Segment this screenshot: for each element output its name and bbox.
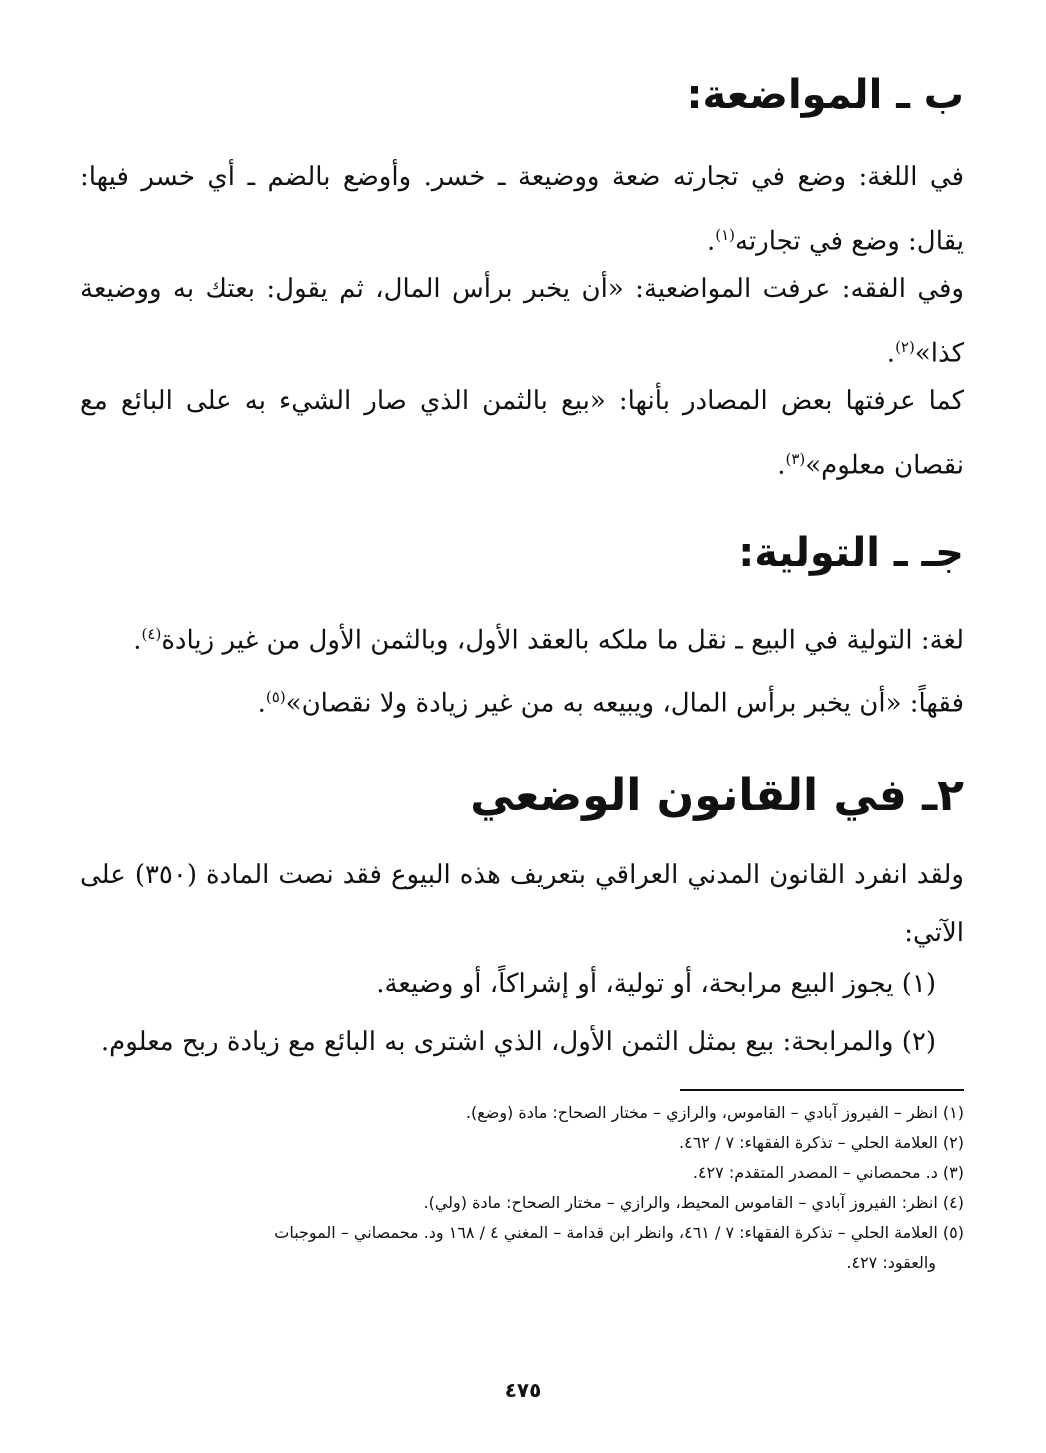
section-heading-tawliya: جـ ـ التولية:	[738, 530, 964, 576]
footnote-divider	[680, 1089, 964, 1091]
page-number: ٤٧٥	[504, 1378, 542, 1402]
footnote-ref: (٥)	[265, 687, 286, 706]
paragraph-lang-definition: في اللغة: وضع في تجارته ضعة ووضيعة ـ خسر. وأوضع بالضم ـ أي خسر فيها: يقال: وضع في تجارته$^{(١)}$.	[80, 162, 964, 257]
paragraph-text: وفي الفقه: عرفت المواضعية: «أن يخبر برأس المال، ثم يقول: بعتك به ووضيعة كذا»	[80, 274, 964, 369]
paragraph-text: كما عرفتها بعض المصادر بأنها: «بيع بالثمن الذي صار الشيء به على البائع مع نقصان معلوم»	[80, 386, 964, 481]
footnote-ref: (٢)	[895, 338, 915, 356]
footnote-ref: (٣)	[785, 450, 806, 468]
tawliya-fiqh-line: فقهاً: «أن يخبر برأس المال، ويبيعه به من غير زيادة ولا نقصان»$^{(٥)}$.	[257, 687, 964, 719]
paragraph-text: فقهاً: «أن يخبر برأس المال، ويبيعه به من غير زيادة ولا نقصان»	[285, 688, 964, 719]
footnote-5-continued: والعقود: ٤٢٧.	[846, 1253, 936, 1272]
paragraph-iraqi-civil-law: ولقد انفرد القانون المدني العراقي بتعريف هذه البيوع فقد نصت المادة (٣٥٠) على الآتي:	[80, 860, 964, 948]
law-item-2: (٢) والمرابحة: بيع بمثل الثمن الأول، الذي اشترى به البائع مع زيادة ربح معلوم.	[100, 1027, 936, 1057]
footnote-3: (٣) د. محمصاني – المصدر المتقدم: ٤٢٧.	[692, 1163, 964, 1182]
law-item-1: (١) يجوز البيع مرابحة، أو تولية، أو إشراكاً، أو وضيعة.	[376, 969, 936, 999]
footnote-ref: (١)	[715, 226, 735, 244]
section-heading-positive-law: ٢ـ في القانون الوضعي	[470, 770, 964, 821]
tawliya-lang-line: لغة: التولية في البيع ـ نقل ما ملكه بالعقد الأول، وبالثمن الأول من غير زيادة$^{(٤)}$.	[133, 625, 964, 656]
footnotes	[80, 1098, 964, 1278]
footnote-5: (٥) العلامة الحلي – تذكرة الفقهاء: ٧ / ٤٦١، وانظر ابن قدامة – المغني ٤ / ١٦٨ ود. محمصاني – الموجبات	[274, 1223, 964, 1242]
footnote-2: (٢) العلامة الحلي – تذكرة الفقهاء: ٧ / ٤٦٢.	[679, 1133, 964, 1152]
footnote-4: (٤) انظر: الفيروز آبادي – القاموس المحيط، والرازي – مختار الصحاح: مادة (ولي).	[423, 1193, 964, 1212]
paragraph-fiqh-definition: وفي الفقه: عرفت المواضعية: «أن يخبر برأس المال، ثم يقول: بعتك به ووضيعة كذا»$^{(٢)}$.	[80, 274, 964, 369]
paragraph-text: في اللغة: وضع في تجارته ضعة ووضيعة ـ خسر. وأوضع بالضم ـ أي خسر فيها: يقال: وضع في تجارته	[80, 162, 964, 257]
footnote-1: (١) انظر – الفيروز آبادي – القاموس، والرازي – مختار الصحاح: مادة (وضع).	[465, 1103, 964, 1122]
paragraph-other-definition: كما عرفتها بعض المصادر بأنها: «بيع بالثمن الذي صار الشيء به على البائع مع نقصان معلوم»$^{(٣)}$.	[80, 386, 964, 481]
section-heading-muwadaa: ب ـ المواضعة:	[686, 72, 964, 118]
footnote-ref: (٤)	[141, 625, 162, 643]
tawliya-definitions	[80, 606, 964, 731]
paragraph-text: لغة: التولية في البيع ـ نقل ما ملكه بالعقد الأول، وبالثمن الأول من غير زيادة	[161, 625, 964, 656]
